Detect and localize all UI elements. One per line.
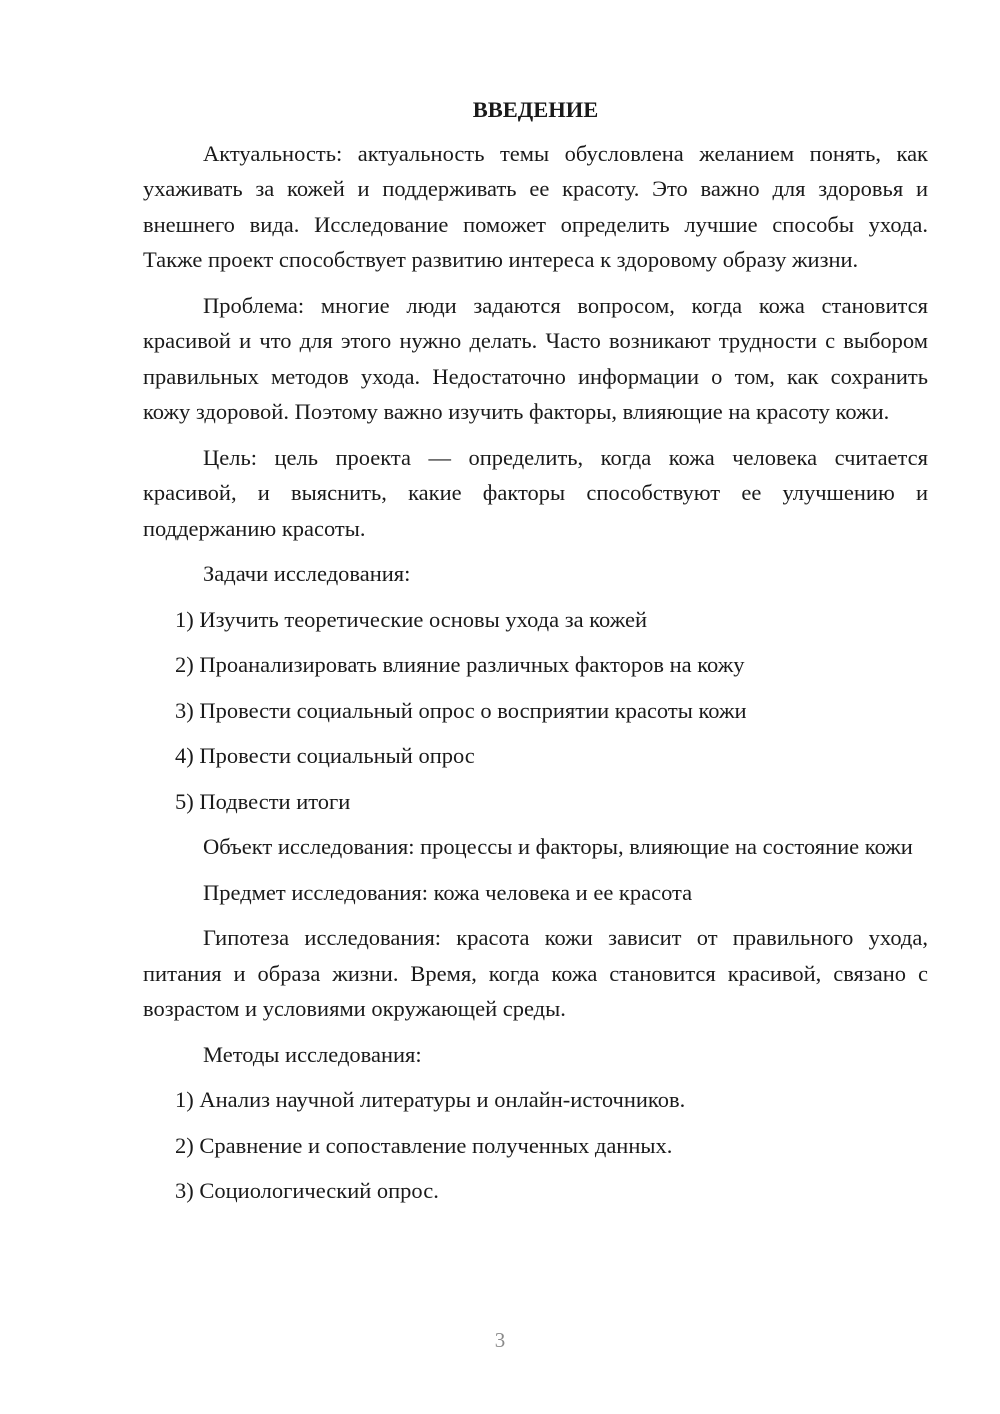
tasks-heading: Задачи исследования: [203,561,411,586]
methods-list [143,1082,928,1209]
hypothesis-paragraph: Гипотеза исследования: красота кожи зависит от правильного ухода, питания и образа жизни. Время, когда кожа становится красивой, связано с возрастом и условиями окружающей среды. [143,925,928,1021]
problem-paragraph: Проблема: многие люди задаются вопросом, когда кожа становится красивой и что для этого нужно делать. Часто возникают трудности с выбором правильных методов ухода. Недостаточно информации о том, как сохранить кожу здоровой. Поэтому важно изучить факторы, влияющие на красоту кожи. [143,292,928,424]
tasks-list [143,602,928,820]
page-number: 3 [494,1328,506,1352]
methods-heading: Методы исследования: [203,1041,422,1067]
task-item: 1) Изучить теоретические основы ухода за кожей [175,606,647,632]
task-item: 2) Проанализировать влияние различных факторов на кожу [175,652,745,677]
task-item: 3) Провести социальный опрос о восприятии красоты кожи [175,697,747,723]
goal-paragraph: Цель: цель проекта — определить, когда кожа человека считается красивой, и выяснить, какие факторы способствуют ее улучшению и поддержанию красоты. [143,444,928,541]
task-item: 4) Провести социальный опрос [175,743,475,768]
page-title: ВВЕДЕНИЕ [472,97,599,122]
method-item: 2) Сравнение и сопоставление полученных данных. [175,1132,673,1158]
object-paragraph: Объект исследования: процессы и факторы, влияющие на состояние кожи [203,834,913,859]
method-item: 1) Анализ научной литературы и онлайн-источников. [175,1087,686,1112]
subject-paragraph: Предмет исследования: кожа человека и ее красота [203,879,693,905]
task-item: 5) Подвести итоги [175,788,351,814]
page-content [143,92,928,1219]
method-item: 3) Социологический опрос. [175,1178,439,1203]
relevance-paragraph: Актуальность: актуальность темы обусловлена желанием понять, как ухаживать за кожей и поддерживать ее красоту. Это важно для здоровья и внешнего вида. Исследование поможет определить лучшие способы ухода. Также проект способствует развитию интереса к здоровому образу жизни. [143,140,928,272]
